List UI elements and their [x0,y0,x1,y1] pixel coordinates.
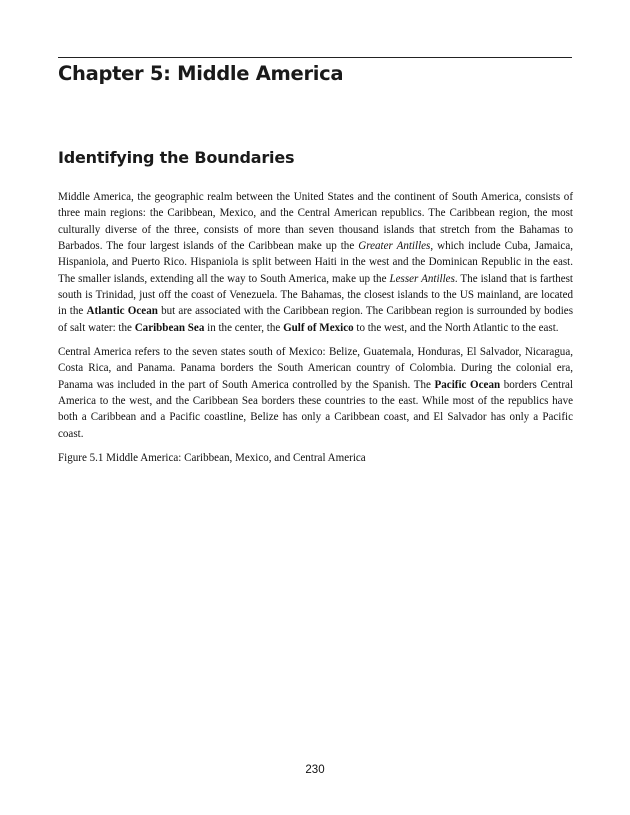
term-lesser-antilles: Lesser Antilles [389,272,455,285]
paragraph-text: Central America refers to the seven states south of Mexico: Belize, Guatemala, Honduras, El Salvador, Nicaragua, Costa Rica, and Panama. Panama borders the South American country of Colombia. During the colonial era, Panama was included in the part of South America controlled by the Spanish. The [58,346,573,391]
term-greater-antilles: Greater Antilles [358,240,431,253]
term-atlantic-ocean: Atlantic Ocean [86,305,158,318]
paragraph-text: in the center, the [204,321,284,334]
paragraph-central-america [58,344,573,442]
paragraph-text: but are associated with the Caribbean region. The Caribbean region is surrounded by bodies of salt water: the [58,305,573,334]
page-number: 230 [305,764,325,776]
paragraph-text: to the west, and the North Atlantic to the east. [353,321,559,334]
section-title: Identifying the Boundaries [58,148,295,167]
paragraph-text: Middle America, the geographic realm between the United States and the continent of South America, consists of three main regions: the Caribbean, Mexico, and the Central American republics. The Caribbean region, the most culturally diverse of the three, consists of more than seven thousand islands that stretch from the Bahamas to Barbados. The four largest islands of the Caribbean make up the [58,191,573,253]
term-caribbean-sea: Caribbean Sea [134,321,205,334]
figure-caption: Figure 5.1 Middle America: Caribbean, Mexico, and Central America [58,452,366,465]
chapter-title: Chapter 5: Middle America [58,62,344,85]
paragraph-text: borders Central America to the west, and the Caribbean Sea borders these countries to the east. While most of the republics have both a Caribbean and a Pacific coastline, Belize has only a Caribbean coast, and El Salvador has only a Pacific coast. [58,378,573,440]
term-pacific-ocean: Pacific Ocean [434,378,501,391]
body-text [58,189,573,467]
paragraph-text: , which include Cuba, Jamaica, Hispaniola, and Puerto Rico. Hispaniola is split between Haiti in the west and the Dominican Republic in the east. The smaller islands, extending all the way to South America, make up the [58,240,573,285]
paragraph-text: . The island that is farthest south is Trinidad, just off the coast of Venezuela. The Bahamas, the closest islands to the US mainland, are located in the [58,272,573,318]
chapter-top-rule [58,57,572,58]
paragraph-caribbean [58,189,573,336]
term-gulf-of-mexico: Gulf of Mexico [283,321,354,334]
